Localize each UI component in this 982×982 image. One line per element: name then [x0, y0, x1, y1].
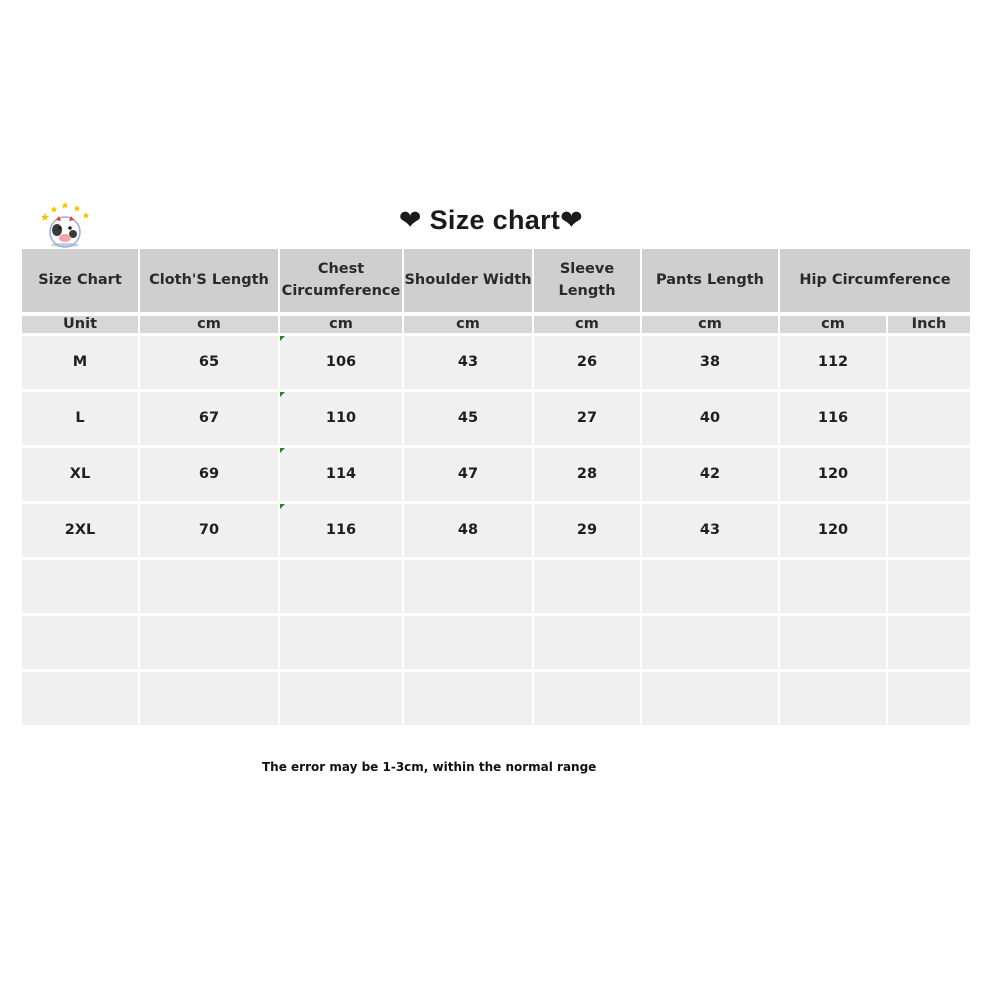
table-cell: [642, 616, 778, 669]
table-cell: [140, 616, 278, 669]
table-cell: 45: [404, 392, 532, 445]
table-cell: 120: [780, 504, 886, 557]
header-chest-circumference: Chest Circumference: [280, 249, 402, 312]
header-size-chart: Size Chart: [22, 249, 138, 312]
table-cell: [888, 672, 970, 725]
table-cell: 28: [534, 448, 640, 501]
header-cloths-length: Cloth'S Length: [140, 249, 278, 312]
table-cell: [888, 560, 970, 613]
unit-cell: Unit: [22, 316, 138, 333]
table-cell: [404, 560, 532, 613]
table-cell: 43: [404, 336, 532, 389]
table-cell: [280, 560, 402, 613]
cartoon-cow-stars-icon: [37, 200, 97, 248]
table-cell: [22, 672, 138, 725]
unit-cell: Inch: [888, 316, 970, 333]
table-cell: 47: [404, 448, 532, 501]
table-cell: [22, 560, 138, 613]
table-cell: 120: [780, 448, 886, 501]
table-cell: 116: [780, 392, 886, 445]
header-hip-circumference: Hip Circumference: [780, 249, 970, 312]
table-cell: 40: [642, 392, 778, 445]
table-cell: 69: [140, 448, 278, 501]
table-cell: 112: [780, 336, 886, 389]
page-title: ❤ Size chart❤: [398, 205, 584, 235]
table-cell: 2XL: [22, 504, 138, 557]
table-cell: [404, 616, 532, 669]
table-cell: 38: [642, 336, 778, 389]
unit-cell: cm: [780, 316, 886, 333]
table-cell: [888, 392, 970, 445]
table-cell: 114: [280, 448, 402, 501]
cell-comment-marker: [280, 504, 285, 509]
table-cell: M: [22, 336, 138, 389]
measurement-note: The error may be 1-3cm, within the normal range: [262, 760, 597, 774]
table-cell: [140, 560, 278, 613]
table-cell: 26: [534, 336, 640, 389]
table-cell: 43: [642, 504, 778, 557]
table-cell: 65: [140, 336, 278, 389]
table-cell: [404, 672, 532, 725]
table-cell: [888, 504, 970, 557]
table-cell: L: [22, 392, 138, 445]
table-cell: 42: [642, 448, 778, 501]
cell-comment-marker: [280, 392, 285, 397]
cell-comment-marker: [280, 448, 285, 453]
cell-comment-marker: [280, 336, 285, 341]
table-cell: 106: [280, 336, 402, 389]
table-cell: [780, 616, 886, 669]
table-cell: [534, 560, 640, 613]
table-cell: [280, 616, 402, 669]
table-cell: [888, 336, 970, 389]
table-cell: [22, 616, 138, 669]
table-cell: 70: [140, 504, 278, 557]
table-cell: 110: [280, 392, 402, 445]
table-cell: XL: [22, 448, 138, 501]
table-cell: [888, 616, 970, 669]
table-cell: [280, 672, 402, 725]
table-cell: [140, 672, 278, 725]
table-cell: [534, 616, 640, 669]
table-cell: 116: [280, 504, 402, 557]
unit-cell: cm: [280, 316, 402, 333]
table-cell: 48: [404, 504, 532, 557]
table-cell: [642, 560, 778, 613]
table-cell: [534, 672, 640, 725]
unit-cell: cm: [140, 316, 278, 333]
header-pants-length: Pants Length: [642, 249, 778, 312]
table-cell: 27: [534, 392, 640, 445]
table-cell: [642, 672, 778, 725]
unit-cell: cm: [642, 316, 778, 333]
header-shoulder-width: Shoulder Width: [404, 249, 532, 312]
table-cell: [780, 560, 886, 613]
table-cell: [780, 672, 886, 725]
header-sleeve-length: Sleeve Length: [534, 249, 640, 312]
table-cell: [888, 448, 970, 501]
table-cell: 67: [140, 392, 278, 445]
unit-cell: cm: [404, 316, 532, 333]
table-cell: 29: [534, 504, 640, 557]
unit-cell: cm: [534, 316, 640, 333]
